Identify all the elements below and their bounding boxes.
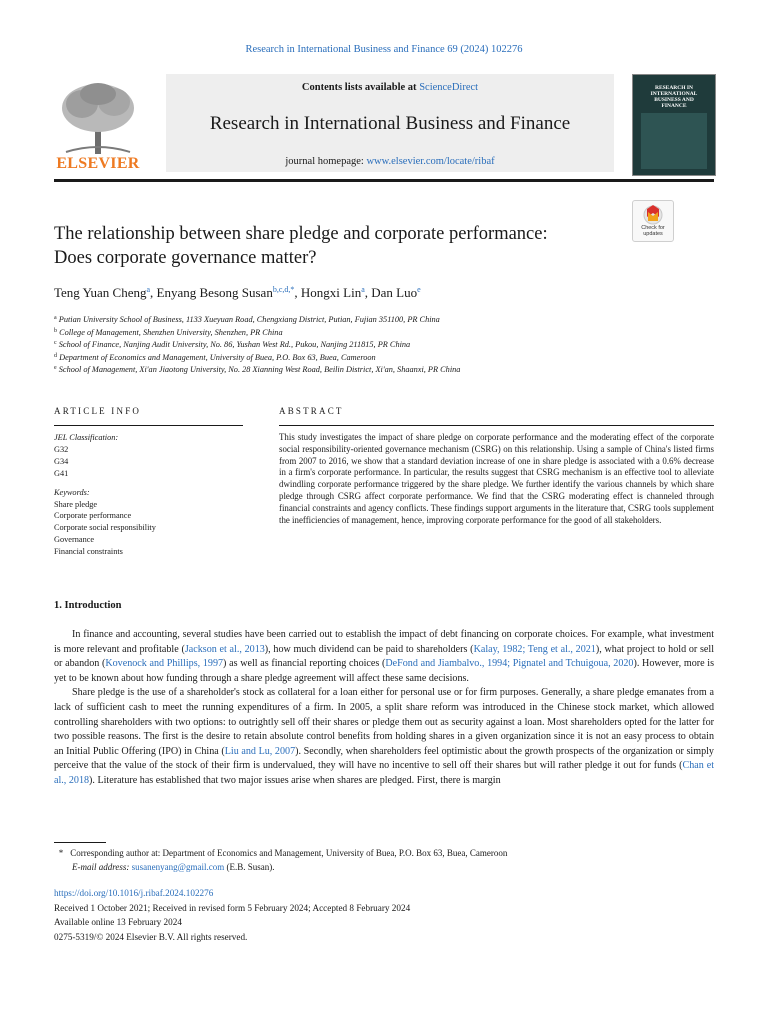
homepage-line (166, 156, 614, 167)
author-name: Enyang Besong Susan (156, 285, 273, 300)
sciencedirect-link[interactable]: ScienceDirect (419, 82, 479, 93)
author-name: Teng Yuan Cheng (54, 285, 147, 300)
author-affiliation-mark[interactable]: b,c,d,* (272, 285, 295, 294)
affiliation-mark: e (54, 365, 57, 372)
keyword-list (54, 499, 243, 559)
author-separator: , (150, 285, 157, 300)
affiliation-text: Putian University School of Business, 1133 Xueyuan Road, Chengxiang District, Putian, Fujian 351100, PR China (56, 315, 440, 324)
check-for-updates-label (633, 225, 673, 237)
citation-link[interactable]: Chan et al., 2018 (54, 760, 714, 786)
keyword: Corporate performance (54, 511, 132, 521)
homepage-prefix: journal homepage: (285, 156, 367, 167)
body-text-run: ). Literature has established that two major issues arise when shares are pledged. First, there is margin (89, 774, 501, 786)
jel-code: G32 (54, 444, 69, 454)
author-name: Dan Luo (371, 285, 418, 300)
article-info-rule (54, 425, 243, 426)
email-suffix: (E.B. Susan). (226, 861, 275, 872)
body-text-run: ), how much dividend can be paid to shareholders ( (264, 643, 474, 655)
doi-link[interactable]: https://doi.org/10.1016/j.ribaf.2024.102276 (54, 888, 214, 898)
jel-label: JEL Classification: (54, 433, 119, 442)
paragraph-1 (54, 628, 714, 686)
check-for-updates-button[interactable] (632, 200, 674, 242)
body-text-run: ), what project to hold or sell or abandon ( (54, 643, 715, 670)
keyword: Corporate social responsibility (54, 523, 156, 533)
affiliation-mark: a (54, 315, 57, 321)
header-rule (54, 179, 714, 182)
paragraph-2 (54, 686, 714, 788)
copyright: 0275-5319/© 2024 Elsevier B.V. All rights reserved. (54, 931, 248, 942)
jel-code: G34 (54, 456, 69, 466)
citation-link[interactable]: Kovenock and Phillips, 1997 (105, 658, 224, 670)
journal-cover-thumbnail[interactable] (632, 74, 716, 176)
affiliation (54, 338, 714, 351)
check-label-line-2: updates (643, 231, 663, 237)
affiliation (54, 313, 714, 326)
citation-link[interactable]: DeFond and Jiambalvo., 1994; Pignatel and Tchuigoua, 2020 (385, 658, 634, 670)
author-name: Hongxi Lin (300, 285, 362, 300)
author-affiliation-mark[interactable]: a (361, 285, 365, 294)
abstract-text: This study investigates the impact of share pledge on corporate performance and the moderating effect of the corporate social responsibility-oriented governance mechanism (CSRG) on this relationship. Using a sample of China's listed firms from 2007 to 2016, we show that a standard deviation increase of one in share pledge is associated with a 0.6% decrease in a firm's corporate performance. In particular, the results suggest that CSRG mechanism is an effective tool to alleviate dwindling corporate performance triggered by the share pledge. We further identify the various channels by which share pledge through CSRG affect corporate performance. We find that the CSRG moderating effect is channeled through financial constraints and agency conflicts. These findings support arguments in the literature that, CSRG tools supplement the inefficiencies of management, hence, improving corporate performance for the good of all stakeholders. (279, 432, 714, 525)
keyword: Governance (54, 535, 95, 545)
affiliation-text: Department of Economics and Management, University of Buea, P.O. Box 63, Buea, Cameroon (57, 352, 376, 362)
corresponding-author-footnote (54, 847, 714, 874)
citation-link[interactable]: Kalay, 1982; Teng et al., 2021 (473, 643, 596, 655)
homepage-link[interactable]: www.elsevier.com/locate/ribaf (366, 156, 495, 167)
author-separator: , (364, 285, 372, 300)
author-affiliation-mark[interactable]: a (146, 285, 151, 294)
email-link[interactable]: susanenyang@gmail.com (131, 861, 225, 872)
affiliation-mark: c (54, 340, 57, 347)
crossmark-icon (633, 203, 673, 227)
jel-codes (54, 444, 243, 480)
available-online: Available online 13 February 2024 (54, 917, 182, 927)
contents-line (166, 82, 614, 93)
citation-link[interactable]: Liu and Lu, 2007 (224, 745, 296, 757)
keywords-label: Keywords: (54, 487, 90, 497)
body-text-run: ) as well as financial reporting choices ( (223, 658, 386, 670)
body-text-run: Share pledge is the use of a shareholder's stock as collateral for a loan either for personal use or for firm purposes. Generally, a share pledge emanates from a lack of sufficient cash to meet the running expenditures of a firm. In 2005, a split share reform was introduced in the Chinese stock market, which allowed controlling shareholders with two options: to outrightly sell off their shares or pledge them out as security against a loan. Most shareholders opted for the latter for two possible reasons. The first is the desire to retain absolute control benefits from holding shares in a given organization since it is not an easy process to obtain an Initial Public Offering (IPO) in China ( (54, 687, 714, 757)
journal-name[interactable]: Research in International Business and Finance (209, 113, 571, 134)
abstract-heading: ABSTRACT (279, 406, 344, 416)
introduction-body (54, 628, 714, 789)
affiliation-text: College of Management, Shenzhen University, Shenzhen, PR China (57, 327, 283, 337)
affiliation-text: School of Management, Xi'an Jiaotong University, No. 28 Xianning West Road, Beilin District, Xi'an, Shaanxi, PR China (56, 365, 461, 375)
abstract-rule (279, 425, 714, 426)
journal-citation[interactable]: Research in International Business and Finance 69 (2024) 102276 (245, 44, 523, 55)
contents-prefix: Contents lists available at (301, 82, 420, 93)
affiliation (54, 326, 714, 339)
author-separator: , (294, 285, 301, 300)
keyword: Share pledge (54, 499, 98, 509)
affiliation-mark: d (54, 352, 57, 359)
author-affiliation-mark[interactable]: e (417, 285, 421, 294)
paper-title: The relationship between share pledge and corporate performance: Does corporate governance matter? (54, 224, 548, 268)
jel-code: G41 (54, 468, 69, 478)
keyword: Financial constraints (54, 547, 123, 557)
body-text-run: ). Secondly, when shareholders feel optimistic about the growth prospects of the organization or simply perceive that the value of the stock of their firm is undervalued, they will have no incentive to sell off their shares but will rather pledge it out for funds ( (54, 745, 714, 772)
article-info (54, 432, 243, 558)
cover-image (641, 113, 707, 169)
received-dates: Received 1 October 2021; Received in revised form 5 February 2024; Accepted 8 February 2024 (54, 902, 411, 913)
footnote-mark: * (58, 848, 64, 858)
publisher-wordmark: ELSEVIER (56, 155, 140, 172)
affiliation (54, 351, 714, 364)
author-list (54, 285, 654, 301)
affiliation-mark: b (54, 327, 57, 334)
body-text-run: ). However, more is yet to be known about how funding through a share pledge agreement will affect these same decisions. (54, 658, 715, 684)
article-info-heading: ARTICLE INFO (54, 406, 142, 416)
affiliation-list (54, 313, 714, 376)
citation-link[interactable]: Jackson et al., 2013 (184, 643, 265, 655)
corresponding-author: Corresponding author at: Department of Economics and Management, University of Buea, P.O. Box 63, Buea, Cameroon (70, 848, 508, 858)
section-heading-introduction: 1. Introduction (54, 600, 122, 611)
check-label-line-1: Check for (641, 225, 665, 231)
affiliation (54, 363, 714, 376)
email-label: E-mail address: (72, 861, 130, 872)
article-metadata (54, 886, 714, 944)
cover-title: RESEARCH IN INTERNATIONAL BUSINESS AND FINANCE (650, 85, 698, 109)
footnote-rule (54, 842, 106, 843)
body-text-run: In finance and accounting, several studies have been carried out to establish the impact of debt financing on corporate choices. For example, what investment is more relevant and profitable ( (54, 629, 714, 655)
affiliation-text: School of Finance, Nanjing Audit University, No. 86, Yushan West Rd., Pukou, Nanjing 211815, PR China (56, 340, 411, 350)
